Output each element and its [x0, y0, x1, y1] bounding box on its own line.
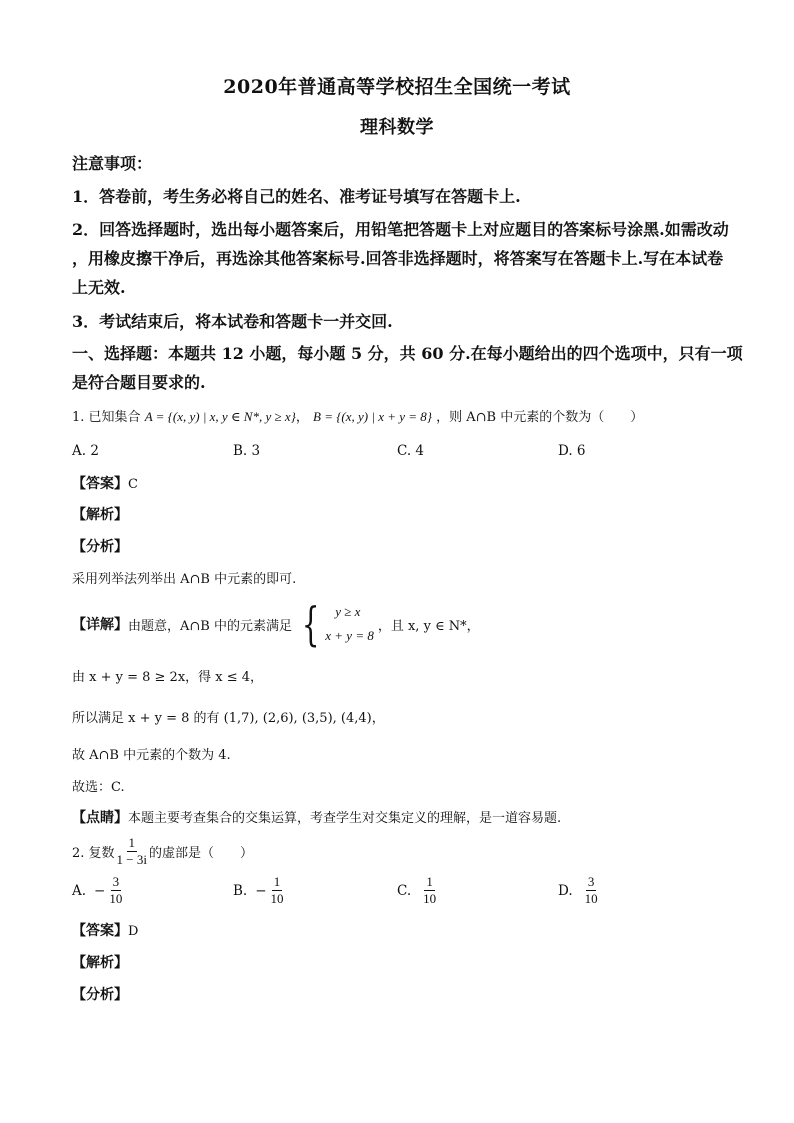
answer-value: D — [128, 924, 139, 939]
option-fraction — [421, 874, 438, 907]
q2-answer — [72, 920, 138, 940]
notice-item-2-line-3: 上无效. — [72, 278, 126, 297]
option-letter: B. — [233, 882, 248, 899]
q1-step-3: 故 A∩B 中元素的个数为 4. — [72, 748, 231, 763]
q1-fenxi-label: 【分析】 — [72, 539, 128, 555]
option-letter: C. — [397, 882, 412, 899]
option-denominator: 10 — [584, 891, 598, 906]
q1-detail — [72, 598, 480, 650]
comment-label: 【点睛】 — [72, 810, 128, 826]
q2-option-a — [72, 874, 124, 907]
q2-analysis-label: 【解析】 — [72, 955, 128, 971]
page-subtitle: 理科数学 — [360, 117, 434, 138]
q1-step-1: 由 x + y = 8 ≥ 2x，得 x ≤ 4， — [72, 670, 264, 685]
q1-set-a: A = {(x, y) | x, y ∈ N*, y ≥ x} — [144, 409, 296, 424]
q1-comment — [72, 807, 561, 827]
q1-step-2: 所以满足 x + y = 8 的有 (1,7), (2,6), (3,5), (4,4)， — [72, 711, 385, 726]
option-fraction — [583, 874, 600, 907]
condition-2: x + y = 8 — [325, 628, 374, 643]
notice-item-1: 1．答卷前，考生务必将自己的姓名、准考证号填写在答题卡上. — [72, 187, 521, 206]
q1-separator: ， — [295, 410, 309, 425]
q2-stem-suffix: 的虚部是（ ） — [149, 845, 254, 861]
option-numerator: 1 — [426, 874, 433, 889]
page-title: 2020年普通高等学校招生全国统一考试 — [223, 76, 571, 98]
option-denominator: 10 — [423, 891, 437, 906]
q1-option-d: D. 6 — [558, 443, 586, 459]
q2-fraction-numerator: 1 — [128, 834, 136, 850]
option-fraction — [107, 874, 124, 907]
q2-option-d — [558, 874, 600, 907]
q2-fraction-denominator: 1 − 3i — [116, 851, 147, 867]
q1-fenxi-text: 采用列举法列举出 A∩B 中元素的即可. — [72, 572, 297, 587]
condition-1: y ≥ x — [335, 604, 361, 619]
section-heading-line-2: 是符合题目要求的. — [72, 373, 206, 392]
notice-item-2-line-2: ，用橡皮擦干净后，再选涂其他答案标号.回答非选择题时，将答案写在答题卡上.写在本试卷 — [72, 249, 724, 268]
option-fraction — [269, 874, 286, 907]
answer-value: C — [128, 477, 138, 492]
q1-stem-suffix: ，则 A∩B 中元素的个数为（ ） — [436, 410, 644, 425]
option-sign: − — [94, 882, 106, 899]
q1-option-b: B. 3 — [233, 443, 261, 459]
option-denominator: 10 — [270, 891, 284, 906]
comment-text: 本题主要考查集合的交集运算，考查学生对交集定义的理解，是一道容易题. — [128, 811, 562, 826]
condition-lines — [325, 600, 374, 648]
q2-stem-prefix: 2. 复数 — [72, 845, 115, 861]
q1-detail-prefix: 由题意，A∩B 中的元素满足 — [128, 618, 292, 634]
q1-stem-prefix: 1. 已知集合 — [72, 410, 141, 425]
left-brace: { — [301, 597, 320, 651]
option-denominator: 10 — [109, 891, 123, 906]
option-sign: − — [255, 882, 267, 899]
q2-option-c — [397, 874, 438, 907]
q2-option-b — [233, 874, 286, 907]
notice-heading: 注意事项： — [72, 154, 153, 173]
q1-set-b: B = {(x, y) | x + y = 8} — [313, 409, 432, 424]
q1-choose: 故选：C. — [72, 780, 125, 795]
option-letter: D. — [558, 882, 573, 899]
option-numerator: 3 — [587, 874, 595, 889]
q1-answer — [72, 473, 138, 493]
answer-label: 【答案】 — [72, 923, 128, 939]
q1-analysis-label: 【解析】 — [72, 507, 128, 523]
notice-item-2-line-1: 2．回答选择题时，选出每小题答案后，用铅笔把答题卡上对应题目的答案标号涂黑.如需改动 — [72, 220, 729, 239]
detail-label: 【详解】 — [72, 617, 128, 633]
answer-label: 【答案】 — [72, 476, 128, 492]
q2-fraction — [115, 835, 149, 868]
q2-stem — [72, 832, 253, 870]
notice-item-3: 3．考试结束后，将本试卷和答题卡一并交回. — [72, 312, 393, 331]
q1-option-a: A. 2 — [72, 443, 99, 459]
option-letter: A. — [72, 882, 87, 899]
q1-detail-suffix: ，且 x, y ∈ N*， — [377, 618, 480, 634]
option-numerator: 3 — [112, 874, 120, 889]
q1-option-c: C. 4 — [397, 443, 425, 459]
option-numerator: 1 — [273, 874, 281, 889]
q1-stem — [72, 406, 643, 425]
section-heading-line-1: 一、选择题：本题共 12 小题，每小题 5 分，共 60 分.在每小题给出的四个选项中，只有一项 — [72, 344, 743, 363]
q2-fenxi-label: 【分析】 — [72, 987, 128, 1003]
q1-condition-system — [296, 597, 374, 651]
